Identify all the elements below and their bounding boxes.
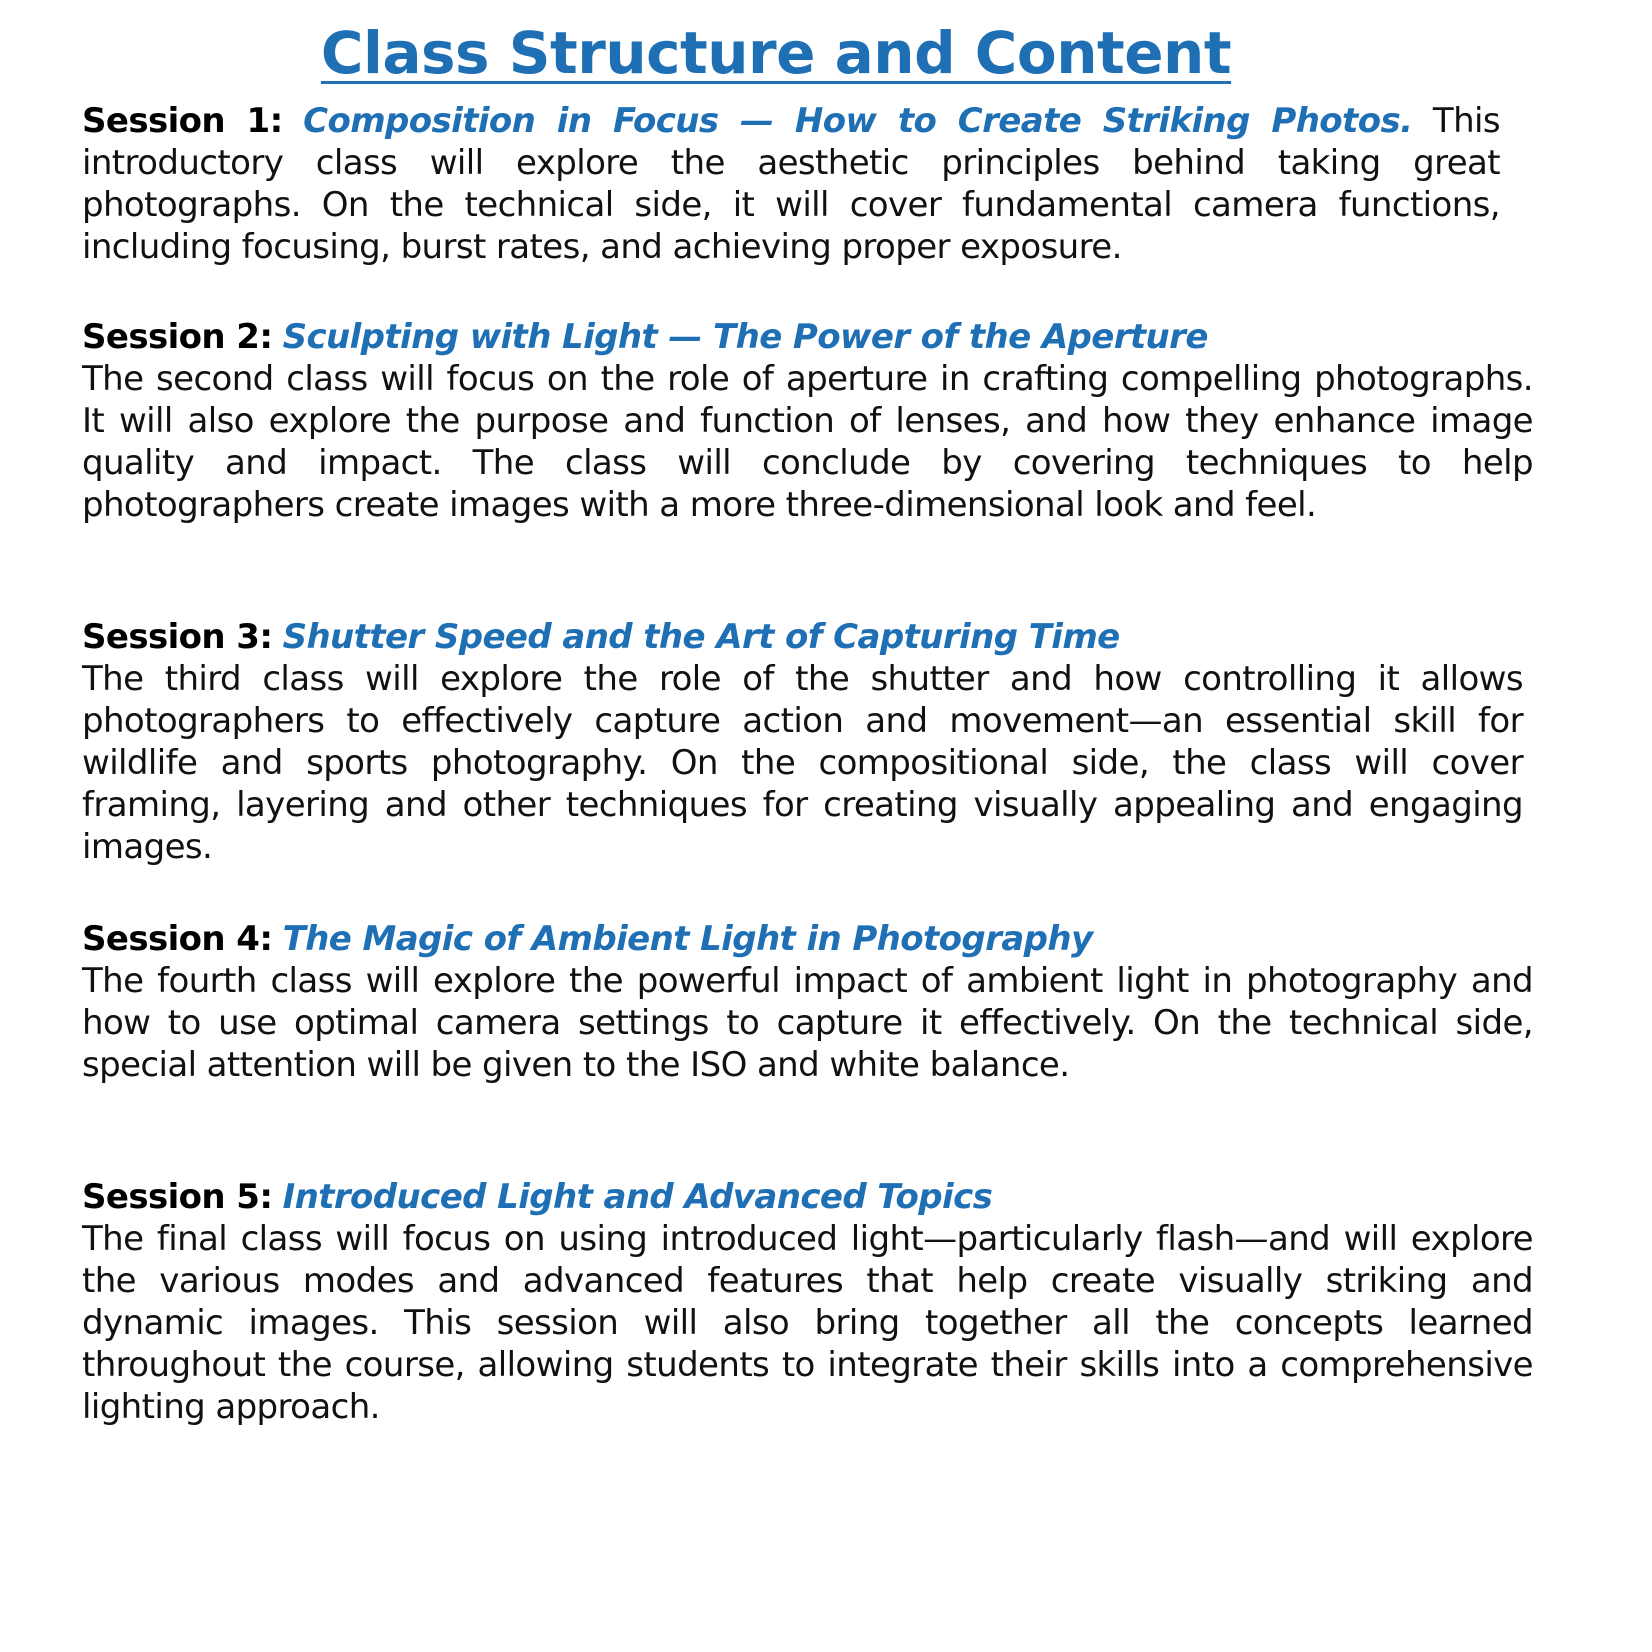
session-label: Session 1: (82, 101, 283, 141)
session-5 (82, 1176, 1533, 1428)
session-description: The third class will explore the role of the shutter and how controlling it allows photographers to effectively capture action and movement—an essential skill for wildlife and sports photography. On the compositional side, the class will cover framing, layering and other techniques for creating visually appealing and engaging images. (82, 659, 1523, 867)
session-1 (82, 100, 1500, 268)
session-description: The second class will focus on the role of aperture in crafting compelling photographs. It will also explore the purpose and function of lenses, and how they enhance image quality and impact. The class will conclude by covering techniques to help photographers create images with a more three-dimensional look and feel. (82, 359, 1533, 525)
session-title: Composition in Focus — How to Create Striking Photos. (303, 101, 1413, 141)
session-title: Shutter Speed and the Art of Capturing Time (282, 617, 1120, 657)
session-2 (82, 316, 1533, 526)
session-title: The Magic of Ambient Light in Photography (282, 919, 1093, 959)
session-label: Session 2: (82, 317, 273, 357)
page-title: Class Structure and Content (320, 19, 1232, 87)
session-label: Session 4: (82, 919, 273, 959)
session-label: Session 3: (82, 617, 273, 657)
session-title: Introduced Light and Advanced Topics (282, 1177, 993, 1217)
session-description: The fourth class will explore the powerful impact of ambient light in photography and how to use optimal camera settings to capture it effectively. On the technical side, special attention will be given to the ISO and white balance. (82, 961, 1533, 1085)
session-label: Session 5: (82, 1177, 273, 1217)
session-3 (82, 616, 1523, 868)
session-description: The final class will focus on using introduced light—particularly flash—and will explore the various modes and advanced features that help create visually striking and dynamic images. This session will also bring together all the concepts learned throughout the course, allowing students to integrate their skills into a comprehensive lighting approach. (82, 1219, 1533, 1427)
session-title: Sculpting with Light — The Power of the Aperture (282, 317, 1208, 357)
session-4 (82, 918, 1533, 1086)
session-description: This introductory class will explore the aesthetic principles behind taking great photographs. On the technical side, it will cover fundamental camera functions, including focusing, burst rates, and achieving proper exposure. (82, 101, 1500, 267)
